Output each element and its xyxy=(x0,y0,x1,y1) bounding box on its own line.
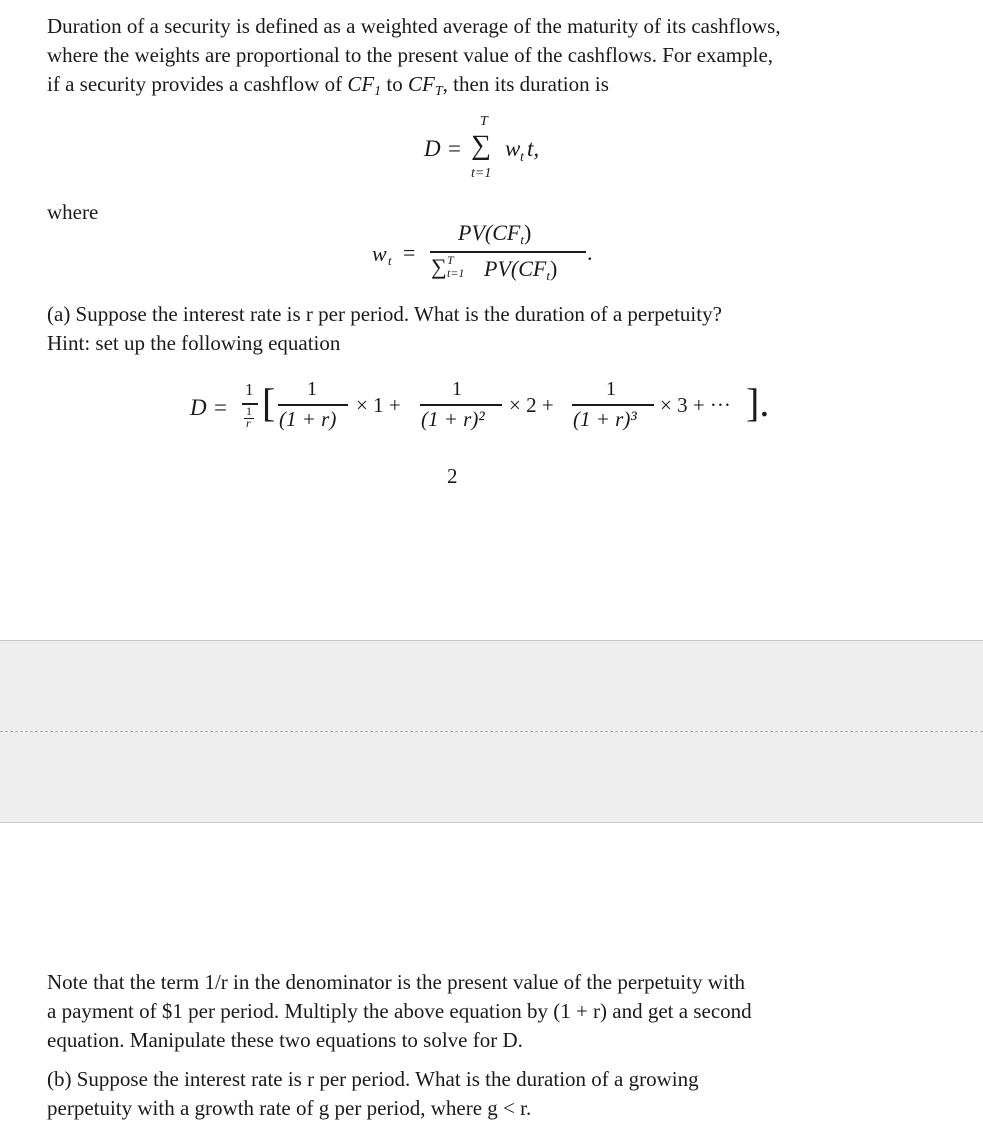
part-a-paragraph xyxy=(47,300,919,358)
eq3-term2-denominator: (1 + r)² xyxy=(421,407,485,431)
eq3-term3-bar xyxy=(572,404,654,406)
eq2-den-sigma: ∑ xyxy=(431,254,447,279)
part-a-line-2: Hint: set up the following equation xyxy=(47,331,341,355)
intro-paragraph xyxy=(47,12,919,106)
note-line-2: a payment of $1 per period. Multiply the above equation by (1 + r) and get a second xyxy=(47,999,752,1023)
answer-area-upper[interactable] xyxy=(0,641,983,731)
eq3-equals: = xyxy=(214,395,227,420)
eq3-term1-numerator: 1 xyxy=(307,378,317,400)
eq3-term2-numerator: 1 xyxy=(452,378,462,400)
part-b-line-1: (b) Suppose the interest rate is r per period. What is the duration of a growing xyxy=(47,1067,699,1091)
answer-area-bottom-border xyxy=(0,822,983,823)
eq3-close-bracket: ]. xyxy=(746,380,770,425)
eq3-term3-denominator: (1 + r)³ xyxy=(573,407,637,431)
eq3-term1-denominator: (1 + r) xyxy=(279,407,337,431)
part-a-line-1: (a) Suppose the interest rate is r per period. What is the duration of a perpetuity? xyxy=(47,302,722,326)
eq3-term2-multiplier: × 2 + xyxy=(509,393,554,417)
note-line-1: Note that the term 1/r in the denominator is the present value of the perpetuity with xyxy=(47,970,746,994)
where-label: where xyxy=(47,200,99,224)
eq2-numerator: PV(CFt) xyxy=(458,220,532,247)
eq1-tail: t, xyxy=(527,136,540,161)
eq2-lhs: w xyxy=(372,241,387,266)
eq1-weight-sub: t xyxy=(520,150,524,165)
eq1-upper-limit: T xyxy=(480,114,488,129)
answer-area-lower[interactable] xyxy=(0,732,983,822)
equation-number: 2 xyxy=(447,464,458,488)
part-b-paragraph xyxy=(47,1065,919,1123)
eq1-equals: = xyxy=(448,136,461,161)
eq3-outer-numerator: 1 xyxy=(245,380,254,399)
eq1-lhs: D xyxy=(424,136,441,161)
eq1-weight: w xyxy=(505,136,521,161)
part-b-line-2: perpetuity with a growth rate of g per period, where g < r. xyxy=(47,1096,532,1120)
eq1-lower-limit: t=1 xyxy=(471,166,492,181)
eq2-den-lower: t=1 xyxy=(447,266,465,280)
intro-line-3: if a security provides a cashflow of $CF_1$ to $CF_T$, then its duration is xyxy=(47,72,609,99)
eq3-term1-bar xyxy=(278,404,348,406)
eq3-outer-den-num: 1 xyxy=(246,404,252,418)
eq2-equals: = xyxy=(403,240,416,265)
eq3-lhs: D xyxy=(190,395,207,420)
eq3-term1-multiplier: × 1 + xyxy=(356,393,401,417)
note-line-3: equation. Manipulate these two equations to solve for D. xyxy=(47,1028,523,1052)
eq2-lhs-sub: t xyxy=(388,253,392,268)
intro-line-2: where the weights are proportional to the present value of the cashflows. For example, xyxy=(47,43,774,67)
eq3-open-bracket: [ xyxy=(262,380,276,425)
eq3-outer-den-den: r xyxy=(246,416,251,430)
note-paragraph xyxy=(47,968,919,1055)
eq3-term3-numerator: 1 xyxy=(606,378,616,400)
eq3-term3-multiplier: × 3 + ··· xyxy=(660,393,731,417)
eq2-period: . xyxy=(587,240,593,265)
eq2-den-upper: T xyxy=(447,253,454,267)
intro-line-1: Duration of a security is defined as a weighted average of the maturity of its cashflows, xyxy=(47,14,781,38)
eq3-term2-bar xyxy=(420,404,502,406)
eq2-denominator: PV(CFt) xyxy=(484,256,558,283)
eq1-sigma: ∑ xyxy=(471,130,491,161)
